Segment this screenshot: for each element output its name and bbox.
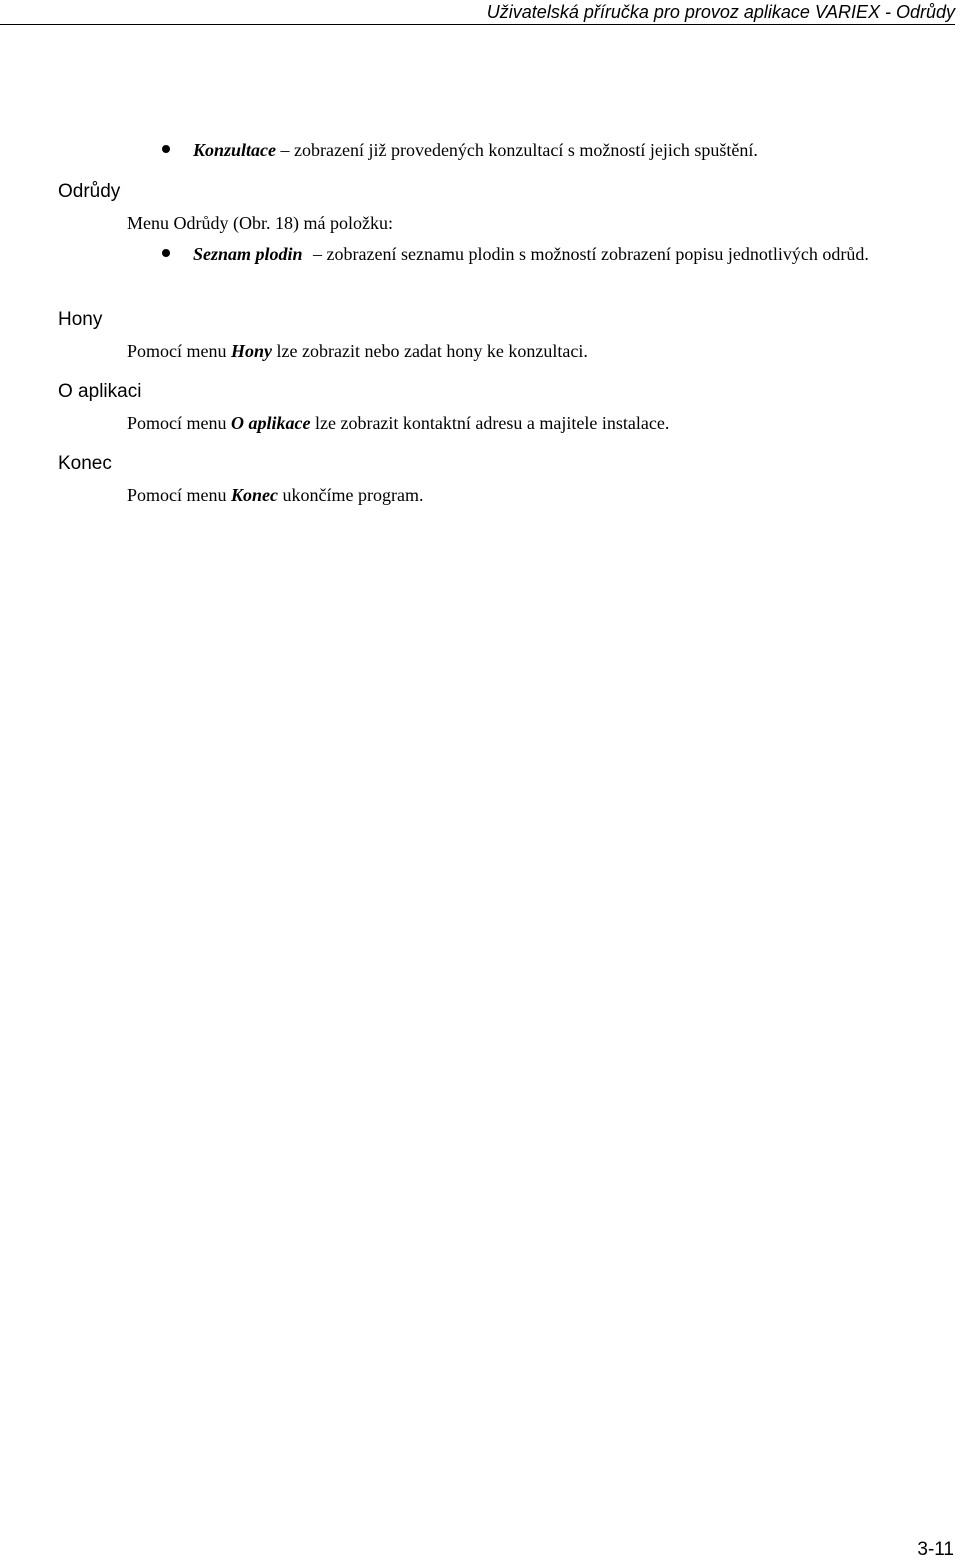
section-text-konec (127, 483, 423, 507)
bullet-dash: – (313, 244, 323, 264)
bullet-text (193, 138, 957, 163)
section-heading-konec: Konec (58, 453, 112, 474)
running-header-title: Uživatelská příručka pro provoz aplikace VARIEX - Odrůdy (486, 2, 955, 22)
bullet-dash: – (280, 140, 290, 160)
text-after: lze zobrazit nebo zadat hony ke konzultaci. (276, 341, 588, 361)
section-heading-hony: Hony (58, 309, 103, 330)
bullet-icon (162, 249, 170, 257)
bullet-description: zobrazení již provedených konzultací s možností jejich spuštění. (294, 140, 758, 160)
bullet-item-seznam-plodin (162, 242, 957, 267)
bullet-term: Seznam plodin (193, 244, 303, 264)
section-text-hony (127, 339, 588, 363)
text-before: Pomocí menu (127, 413, 227, 433)
section-heading-odrudy: Odrůdy (58, 181, 121, 202)
bullet-text (193, 242, 957, 267)
bullet-term: Konzultace (193, 140, 277, 160)
section-heading-o-aplikaci: O aplikaci (58, 381, 142, 402)
section-text-o-aplikaci (127, 411, 669, 435)
menu-name: Hony (231, 341, 273, 361)
bullet-icon (162, 145, 170, 153)
text-after: ukončíme program. (282, 485, 424, 505)
text-after: lze zobrazit kontaktní adresu a majitele instalace. (314, 413, 670, 433)
section-text-odrudy: Menu Odrůdy (Obr. 18) má položku: (127, 213, 393, 233)
page-number: 3-11 (917, 1539, 954, 1560)
bullet-item-konzultace (162, 138, 957, 163)
menu-name: O aplikace (231, 413, 311, 433)
bullet-description: zobrazení seznamu plodin s možností zobrazení popisu jednotlivých odrůd. (326, 244, 869, 264)
running-header (0, 0, 955, 25)
text-before: Pomocí menu (127, 485, 227, 505)
menu-name: Konec (231, 485, 278, 505)
text-before: Pomocí menu (127, 341, 227, 361)
